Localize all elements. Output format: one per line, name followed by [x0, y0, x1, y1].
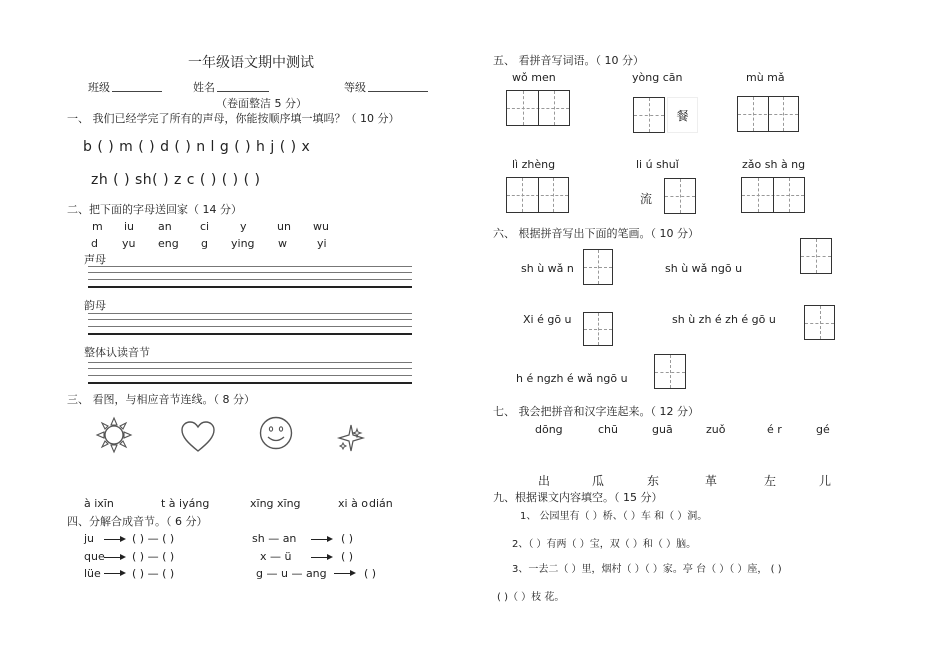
letter: y [240, 220, 247, 233]
writing-grid[interactable] [741, 177, 805, 213]
fill-line[interactable]: ( )（ ）枝 花。 [497, 592, 565, 603]
name-label: 姓名 [193, 81, 215, 94]
pinyin-prompt: zǎo sh à ng [742, 158, 806, 171]
section7-title: 七、 我会把拼音和汉字连起来。（ 12 分） [493, 405, 699, 418]
letter: un [277, 220, 291, 233]
syllable[interactable]: xi à o [338, 497, 369, 510]
pinyin-item[interactable]: gé [816, 423, 830, 436]
star-icon[interactable] [337, 424, 365, 452]
section9-title: 九、根据课文内容填空。（ 15 分） [493, 491, 663, 504]
pinyin-prompt: yòng cān [632, 71, 683, 84]
pinyin-item[interactable]: zuǒ [706, 423, 726, 436]
writing-grid[interactable] [800, 238, 832, 274]
grade-field[interactable] [368, 91, 428, 92]
syllable[interactable]: t à iyáng [161, 497, 210, 510]
stroke-prompt: Xi é gō u [523, 313, 572, 326]
arrow-icon [334, 573, 354, 574]
pinyin-item[interactable]: dōng [535, 423, 563, 436]
combine-item: g — u — ang [256, 567, 327, 580]
writing-line[interactable] [88, 272, 412, 273]
pinyin-item[interactable]: é r [767, 423, 782, 436]
split-item: lüe [84, 567, 101, 580]
section1-row1: b ( ) m ( ) d ( ) n l g ( ) h j ( ) x [83, 139, 311, 155]
letter: g [201, 237, 208, 250]
pinyin-item[interactable]: chū [598, 423, 618, 436]
section2-title: 二、把下面的字母送回家（ 14 分） [67, 203, 242, 216]
letter: yu [122, 237, 136, 250]
letter: w [278, 237, 287, 250]
fill-line[interactable]: 1、 公园里有（ ）桥、（ ）车 和（ ）洞。 [520, 511, 708, 522]
grade-label: 等级 [344, 81, 366, 94]
neatness-note: （卷面整洁 5 分） [216, 97, 307, 110]
arrow-icon [311, 539, 331, 540]
combine-blank[interactable]: ( ) [341, 532, 354, 545]
stroke-prompt: sh ù zh é zh é gō u [672, 313, 776, 326]
fill-line[interactable]: 3、一去二（ ）里，烟村（ ）（ ）家。亭 台（ ）（ ）座， ( ) [512, 564, 782, 575]
writing-line[interactable] [88, 362, 412, 363]
hanzi-item[interactable]: 瓜 [592, 474, 605, 488]
name-field[interactable] [217, 91, 269, 92]
arrow-icon [104, 557, 124, 558]
combine-blank[interactable]: ( ) [341, 550, 354, 563]
smiley-icon[interactable] [259, 416, 293, 450]
stroke-prompt: sh ù wǎ ngō u [665, 262, 743, 275]
syllable[interactable]: à ixīn [84, 497, 114, 510]
pinyin-prompt: mù mǎ [746, 71, 785, 84]
given-character: 餐 [667, 97, 698, 133]
heart-icon[interactable] [180, 421, 216, 453]
stroke-prompt: h é ngzh é wǎ ngō u [516, 372, 628, 385]
fill-line[interactable]: 2、（ ）有两（ ）宝，双（ ）和（ ）脑。 [512, 539, 697, 550]
writing-line[interactable] [88, 286, 412, 288]
stroke-prompt: sh ù wǎ n [521, 262, 574, 275]
writing-line[interactable] [88, 368, 412, 369]
writing-line[interactable] [88, 319, 412, 320]
letter: yi [317, 237, 327, 250]
pinyin-prompt: lì zhèng [512, 158, 556, 171]
hanzi-item[interactable]: 儿 [819, 474, 832, 488]
combine-item: x — ü [260, 550, 292, 563]
category-zhengti: 整体认读音节 [84, 346, 150, 359]
section5-title: 五、 看拼音写词语。（ 10 分） [493, 54, 644, 67]
writing-line[interactable] [88, 266, 412, 267]
writing-line[interactable] [88, 375, 412, 376]
section4-title: 四、分解合成音节。（ 6 分） [67, 515, 208, 528]
sun-icon[interactable] [96, 417, 132, 453]
writing-grid[interactable] [506, 90, 570, 126]
split-blanks[interactable]: ( ) — ( ) [132, 550, 175, 563]
hanzi-item[interactable]: 左 [764, 474, 777, 488]
arrow-icon [104, 573, 124, 574]
letter: m [92, 220, 103, 233]
writing-grid[interactable] [654, 354, 686, 389]
split-item: ju [84, 532, 95, 545]
class-field[interactable] [112, 91, 162, 92]
writing-grid[interactable] [737, 96, 799, 132]
arrow-icon [104, 539, 124, 540]
pinyin-item[interactable]: guā [652, 423, 673, 436]
category-shengmu: 声母 [84, 253, 106, 266]
category-yunmu: 韵母 [84, 299, 106, 312]
section6-title: 六、 根据拼音写出下面的笔画。（ 10 分） [493, 227, 699, 240]
letter: eng [158, 237, 179, 250]
section3-title: 三、 看图，与相应音节连线。（ 8 分） [67, 393, 255, 406]
combine-blank[interactable]: ( ) [364, 567, 377, 580]
writing-line[interactable] [88, 279, 412, 280]
writing-line[interactable] [88, 382, 412, 384]
given-character: 流 [640, 192, 653, 206]
writing-grid[interactable] [583, 249, 613, 285]
letter: d [91, 237, 98, 250]
pinyin-prompt: wǒ men [512, 71, 556, 84]
section1-title: 一、 我们已经学完了所有的声母，你能按顺序填一填吗？（ 10 分） [67, 112, 400, 125]
writing-grid[interactable] [506, 177, 569, 213]
letter: wu [313, 220, 329, 233]
page-title: 一年级语文期中测试 [188, 55, 314, 71]
writing-line[interactable] [88, 313, 412, 314]
hanzi-item[interactable]: 出 [538, 474, 551, 488]
syllable[interactable]: dián [369, 497, 393, 510]
hanzi-item[interactable]: 革 [705, 474, 718, 488]
writing-grid[interactable] [804, 305, 835, 340]
combine-item: sh — an [252, 532, 297, 545]
arrow-icon [311, 557, 331, 558]
split-item: que [84, 550, 105, 563]
syllable[interactable]: xīng xīng [250, 497, 301, 510]
split-blanks[interactable]: ( ) — ( ) [132, 532, 175, 545]
letter: ying [231, 237, 255, 250]
writing-line[interactable] [88, 333, 412, 335]
writing-line[interactable] [88, 326, 412, 327]
section1-row2: zh ( ) sh( ) z c ( ) ( ) ( ) [91, 172, 261, 188]
letter: ci [200, 220, 210, 233]
writing-grid[interactable] [583, 312, 613, 346]
writing-grid[interactable] [633, 97, 665, 133]
letter: iu [124, 220, 135, 233]
letter: an [158, 220, 172, 233]
pinyin-prompt: li ú shuǐ [636, 158, 679, 171]
class-label: 班级 [88, 81, 110, 94]
hanzi-item[interactable]: 东 [647, 474, 660, 488]
split-blanks[interactable]: ( ) — ( ) [132, 567, 175, 580]
writing-grid[interactable] [664, 178, 696, 214]
